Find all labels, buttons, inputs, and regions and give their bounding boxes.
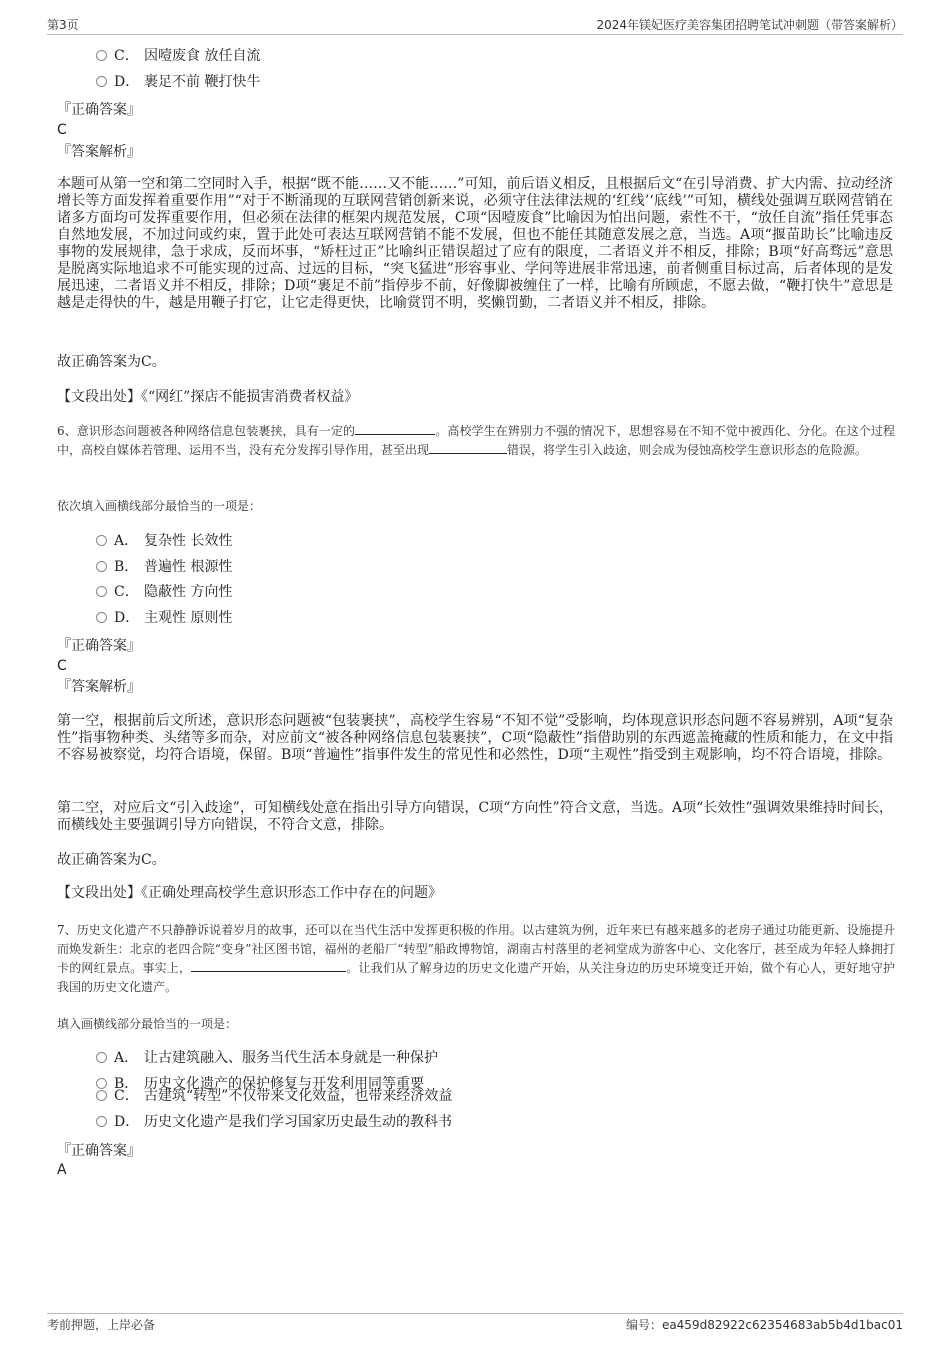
q7-option-a[interactable]: A． 让古建筑融入、服务当代生活本身就是一种保护 (96, 1048, 438, 1068)
q5-option-c[interactable]: C． 因噎废食 放任自流 (96, 46, 260, 66)
footer-slogan: 考前押题，上岸必备 (47, 1318, 156, 1332)
radio-icon[interactable] (96, 76, 107, 87)
q6-prompt: 依次填入画横线部分最恰当的一项是： (57, 499, 262, 513)
q7-prompt: 填入画横线部分最恰当的一项是： (57, 1017, 238, 1031)
q7-option-c[interactable]: C． 古建筑“转型”不仅带来文化效益，也带来经济效益 (96, 1086, 452, 1106)
q6-conclusion: 故正确答案为C。 (57, 852, 166, 868)
q6-answer: C (57, 658, 67, 674)
q5-conclusion: 故正确答案为C。 (57, 354, 166, 370)
q6-blank-2 (429, 441, 507, 454)
radio-icon[interactable] (96, 535, 107, 546)
q7-option-b[interactable]: B． 历史文化遗产的保护修复与开发利用同等重要 (96, 1074, 424, 1094)
radio-icon[interactable] (96, 50, 107, 61)
q6-option-c[interactable]: C． 隐蔽性 方向性 (96, 582, 232, 602)
q6-analysis-2: 第二空，对应后文“引入歧途”，可知横线处意在指出引导方向错误，C项“方向性”符合文意，当选。A项“长效性”强调效果维持时间长，而横线处主要强调引导方向错误，不符合文意，排除。 (57, 800, 893, 833)
q5-answer: C (57, 122, 67, 138)
radio-icon[interactable] (96, 1090, 107, 1101)
q6-analysis-1: 第一空，根据前后文所述，意识形态问题被“包装裹挟”，高校学生容易“不知不觉”受影响，均体现意识形态问题不容易辨别，A项“复杂性”指事物种类、头绪等多而杂，对应前文“被各种网络信息包装裹挟”，C项“隐蔽性”指借助别的东西遮盖掩藏的性质和能力，在文中指不容易被察觉，均符合语境，保留。B项“普遍性”指事件发生的常见性和必然性，D项“主观性”指受到主观影响，均不符合语境，排除。 (57, 713, 893, 763)
q7-blank (191, 959, 346, 972)
document-code: 编号：ea459d82922c62354683ab5b4d1bac01 (625, 1318, 903, 1332)
q5-option-d[interactable]: D． 裹足不前 鞭打快牛 (96, 72, 260, 92)
q6-source: 【文段出处】《正确处理高校学生意识形态工作中存在的问题》 (57, 885, 442, 901)
radio-icon[interactable] (96, 612, 107, 623)
q6-answer-label: 『正确答案』 (57, 638, 141, 654)
radio-icon[interactable] (96, 586, 107, 597)
page-footer (47, 1313, 903, 1334)
q6-option-a[interactable]: A． 复杂性 长效性 (96, 531, 232, 551)
radio-icon[interactable] (96, 1052, 107, 1063)
q6-analysis-label: 『答案解析』 (57, 679, 141, 695)
q5-analysis: 本题可从第一空和第二空同时入手，根据“既不能……又不能……”可知，前后语义相反，且根据后文“在引导消费、扩大内需、拉动经济增长等方面发挥着重要作用”“对于不断涌现的互联网营销创新来说，必须守住法律法规的‘红线’‘底线’”可知，横线处强调互联网营销在诸多方面均可发挥重要作用，但必须在法律的框架内规范发展，C项“因噎废食”比喻因为怕出问题，索性不干，“放任自流”指任凭事态自然地发展，不加过问或约束，置于此处可表达互联网营销不能不发展，但也不能任其随意发展之意，当选。A项“揠苗助长”比喻违反事物的发展规律，急于求成，反而坏事，“矫枉过正”比喻纠正错误超过了应有的限度，二者语义并不相反，排除；B项“好高骛远”意思是脱离实际地追求不可能实现的过高、过远的目标，“突飞猛进”形容事业、学问等进展非常迅速，前者侧重目标过高，后者体现的是发展迅速，二者语义并不相反，排除；D项“裹足不前”指停步不前，好像脚被缠住了一样，比喻有所顾虑，不愿去做，“鞭打快牛”意思是越是走得快的牛，越是用鞭子打它，让它走得更快，比喻赏罚不明，奖懒罚勤，二者语义并不相反，排除。 (57, 176, 893, 311)
q7-answer: A (57, 1162, 67, 1178)
q5-answer-label: 『正确答案』 (57, 102, 141, 118)
q7-option-d[interactable]: D． 历史文化遗产是我们学习国家历史最生动的教科书 (96, 1112, 452, 1132)
radio-icon[interactable] (96, 561, 107, 572)
q5-source: 【文段出处】《“网红”探店不能损害消费者权益》 (57, 389, 359, 405)
q6-stem: 6、意识形态问题被各种网络信息包装裹挟，具有一定的 。高校学生在辨别力不强的情况下，思想容易在不知不觉中被西化、分化。在这个过程中，高校自媒体若管理、运用不当，没有充分发挥引导作用，甚至出现 错误，将学生引入歧途，则会成为侵蚀高校学生意识形态的危险源。 (57, 424, 895, 457)
q7-stem: 7、历史文化遗产不只静静诉说着岁月的故事，还可以在当代生活中发挥更积极的作用。以古建筑为例，近年来已有越来越多的老房子通过功能更新、设施提升而焕发新生：北京的老四合院“变身”社区图书馆，福州的老船厂“转型”船政博物馆，湖南古村落里的老祠堂成为游客中心、文化客厅，甚至成为年轻人蜂拥打卡的网红景点。事实上， 。让我们从了解身边的历史文化遗产开始，从关注身边的历史环境变迁开始，做个有心人，更好地守护我国的历史文化遗产。 (57, 923, 895, 994)
q7-answer-label: 『正确答案』 (57, 1143, 141, 1159)
q6-option-d[interactable]: D． 主观性 原则性 (96, 608, 232, 628)
q6-option-b[interactable]: B． 普遍性 根源性 (96, 557, 232, 577)
q6-blank-1 (355, 422, 435, 435)
page-header (47, 14, 903, 35)
document-title: 2024年镁妃医疗美容集团招聘笔试冲刺题（带答案解析） (596, 18, 903, 32)
q5-analysis-label: 『答案解析』 (57, 144, 141, 160)
radio-icon[interactable] (96, 1116, 107, 1127)
page-number: 第3页 (47, 18, 79, 32)
